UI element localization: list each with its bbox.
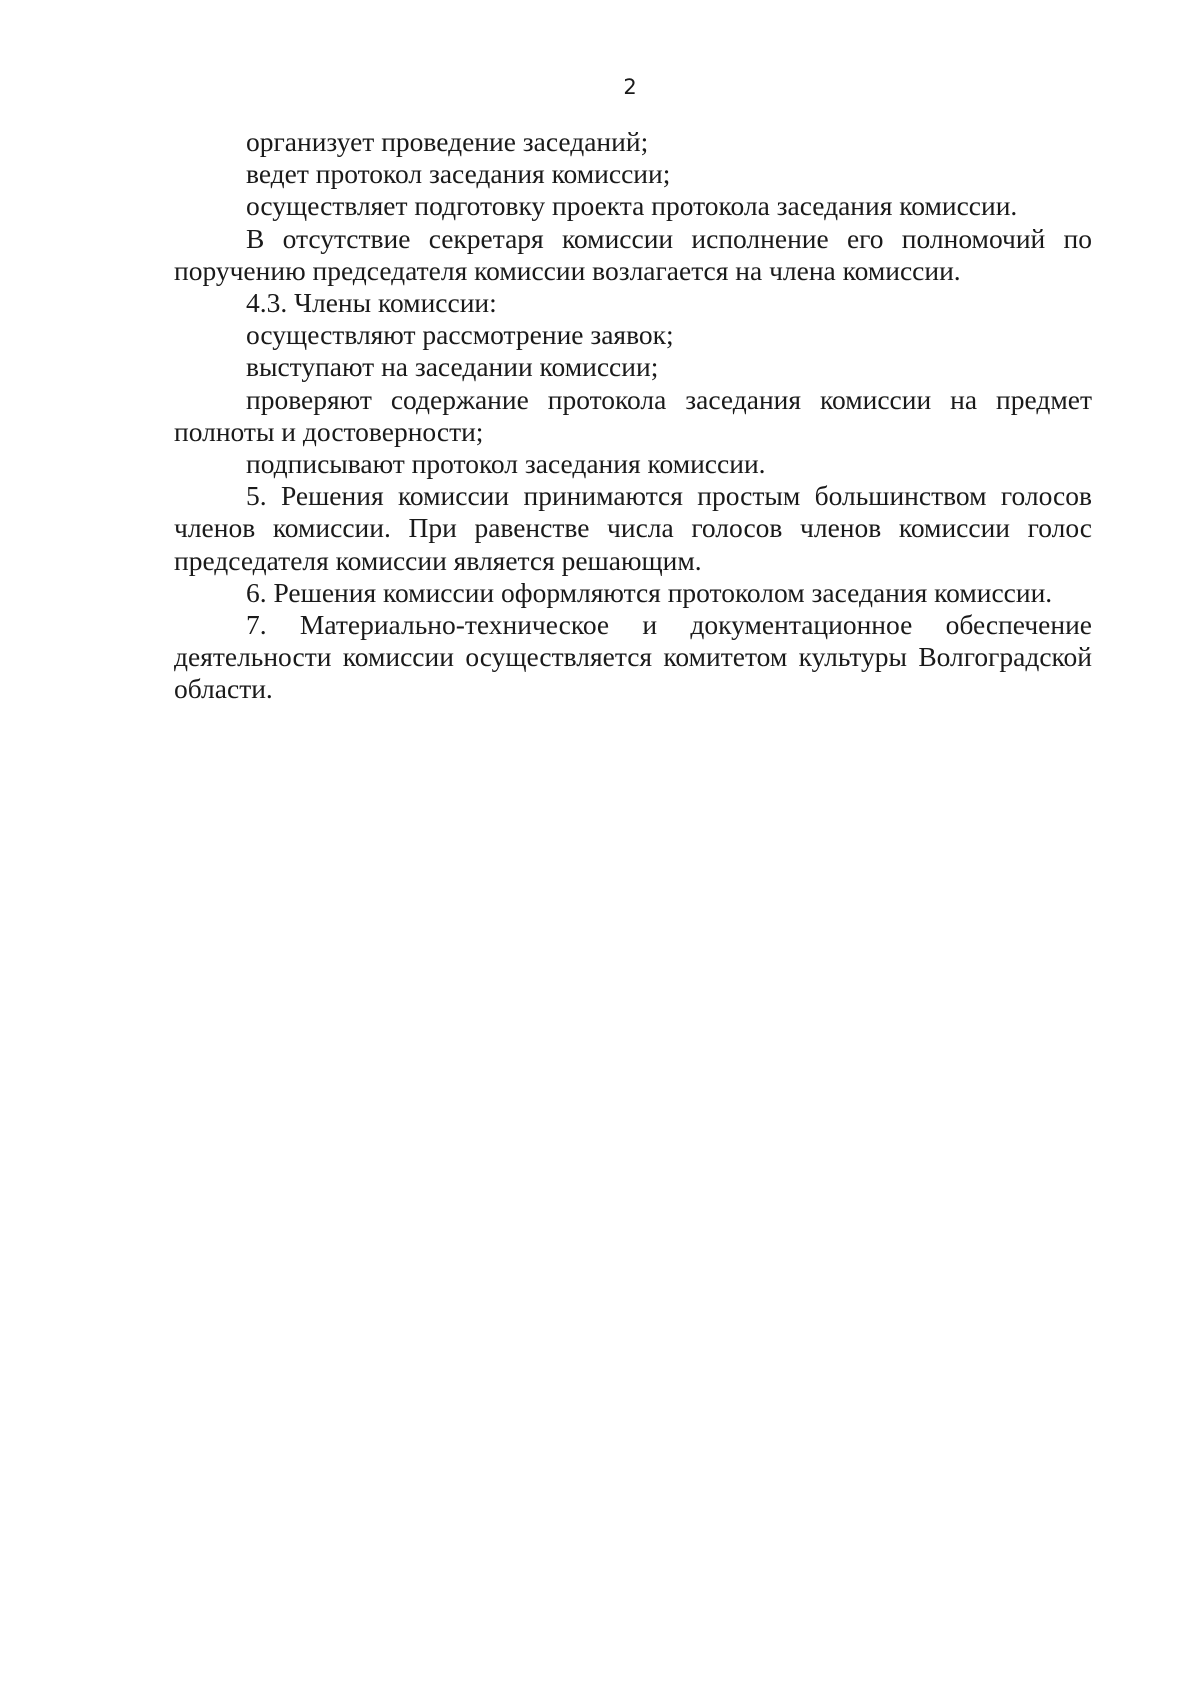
paragraph-section-7-support: 7. Материально-техническое и документационное обеспечение деятельности комиссии осуществляется комитетом культуры Волгоградской области.	[174, 609, 1092, 705]
paragraph-check-minutes: проверяют содержание протокола заседания комиссии на предмет полноты и достоверности;	[174, 383, 1092, 447]
paragraph-section-5-decisions: 5. Решения комиссии принимаются простым большинством голосов членов комиссии. При равенстве числа голосов членов комиссии голос председателя комиссии является решающим.	[174, 480, 1092, 576]
paragraph-organizes-meetings: организует проведение заседаний;	[246, 126, 649, 157]
paragraph-section-6-minutes: 6. Решения комиссии оформляются протоколом заседания комиссии.	[246, 576, 1053, 608]
paragraph-review-applications: осуществляют рассмотрение заявок;	[246, 319, 674, 351]
paragraph-secretary-absence: В отсутствие секретаря комиссии исполнение его полномочий по поручению председателя комиссии возлагается на члена комиссии.	[174, 222, 1092, 286]
document-body	[174, 126, 1092, 706]
paragraph-speak-at-meeting: выступают на заседании комиссии;	[246, 351, 659, 383]
paragraph-sign-minutes: подписывают протокол заседания комиссии.	[246, 448, 766, 480]
paragraph-prepares-draft-minutes: осуществляет подготовку проекта протокола заседания комиссии.	[246, 190, 1018, 222]
paragraph-keeps-minutes: ведет протокол заседания комиссии;	[246, 158, 671, 190]
paragraph-section-4-3-heading: 4.3. Члены комиссии:	[246, 287, 497, 319]
page-number: 2	[623, 75, 637, 99]
